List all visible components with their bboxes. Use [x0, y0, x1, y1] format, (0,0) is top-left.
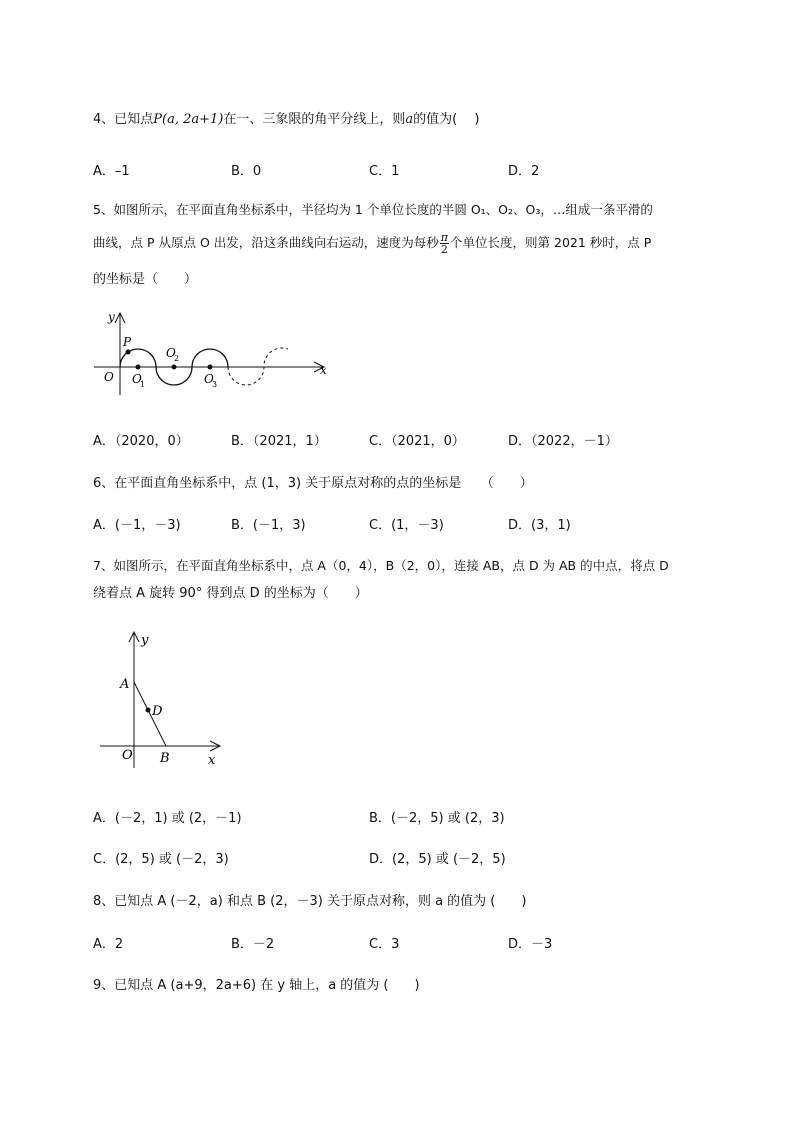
- q4-option-b: B．0: [231, 164, 262, 179]
- question-6: 6、在平面直角坐标系中，点 (1，3) 关于原点对称的点的坐标是 （ ）: [93, 476, 533, 491]
- q4-point: P(a, 2a+1): [153, 112, 224, 127]
- label-o2: O: [166, 346, 176, 360]
- q5-option-d: D．（2022，－1）: [508, 434, 618, 449]
- q4-option-a: A．–1: [93, 164, 130, 179]
- label-a: A: [120, 677, 130, 692]
- frac-denominator: 2: [440, 243, 448, 256]
- label-o3: O: [204, 372, 214, 386]
- label-b: B: [160, 751, 170, 766]
- label-d: D: [152, 704, 163, 719]
- q5-option-a: A．（2020，0）: [93, 434, 189, 449]
- question-9: 9、已知点 A (a+9，2a+6) 在 y 轴上，a 的值为 ( ): [93, 978, 420, 993]
- q5-option-b: B．（2021，1）: [231, 434, 327, 449]
- q5-line-2a: 曲线，点 P 从原点 O 出发，沿这条曲线向右运动，速度为每秒: [93, 235, 439, 250]
- label-y: y: [141, 633, 149, 648]
- q5-line-2: [93, 232, 651, 255]
- q6-option-c: C．(1，－3): [369, 518, 444, 533]
- q7-option-a: A．(－2，1) 或 (2，－1): [93, 811, 242, 826]
- q5-option-c: C．（2021，0）: [369, 434, 465, 449]
- q7-option-d: D．(2，5) 或 (－2，5): [369, 852, 506, 867]
- q4-prefix: 4、已知点: [93, 112, 154, 127]
- label-p: P: [123, 335, 132, 349]
- q7-option-b: B．(－2，5) 或 (2，3): [369, 811, 505, 826]
- q4-var: a: [405, 112, 414, 127]
- pi-over-2-fraction: [440, 232, 449, 255]
- q8-option-d: D．－3: [508, 937, 553, 952]
- q5-line-3: 的坐标是（ ）: [93, 272, 198, 287]
- q4-mid: 在一、三象限的角平分线上，则: [223, 112, 406, 127]
- q6-option-b: B．(－1，3): [231, 518, 306, 533]
- point-d: [146, 708, 151, 713]
- q7-option-c: C．(2，5) 或 (－2，3): [93, 852, 229, 867]
- q8-option-b: B．－2: [231, 937, 275, 952]
- point-o1: [136, 365, 141, 370]
- q7-line-1: 7、如图所示，在平面直角坐标系中，点 A（0，4），B（2，0），连接 AB，点 D 为 AB 的中点，将点 D: [93, 558, 669, 573]
- q5-semicircle-figure: [92, 305, 342, 400]
- q7-coordinate-figure: [96, 628, 231, 770]
- label-o1-sub: 1: [140, 380, 146, 389]
- dashed-curve-continuation: [228, 348, 288, 385]
- q6-option-a: A．(－1，－3): [93, 518, 181, 533]
- question-4: [93, 108, 479, 127]
- label-origin: O: [104, 370, 114, 384]
- q4-option-d: D．2: [508, 164, 540, 179]
- label-y: y: [108, 310, 115, 324]
- label-origin: O: [122, 748, 133, 763]
- q5-line-1: 5、如图所示，在平面直角坐标系中，半径均为 1 个单位长度的半圆 O₁、O₂、O₃，…组成一条平滑的: [93, 202, 653, 217]
- point-o2: [172, 365, 177, 370]
- question-8: 8、已知点 A (－2，a) 和点 B (2，－3) 关于原点对称，则 a 的值为 ( ): [93, 894, 527, 909]
- label-x: x: [320, 363, 327, 377]
- q4-option-c: C．1: [369, 164, 400, 179]
- label-o1: O: [132, 372, 142, 386]
- q5-line-2b: 个单位长度，则第 2021 秒时，点 P: [450, 235, 652, 250]
- label-o2-sub: 2: [174, 354, 180, 363]
- point-p: [126, 350, 131, 355]
- point-o3: [208, 365, 213, 370]
- frac-numerator: π: [440, 231, 449, 244]
- q8-option-a: A．2: [93, 937, 124, 952]
- q8-option-c: C．3: [369, 937, 400, 952]
- q4-suffix: 的值为( ): [413, 112, 480, 127]
- label-o3-sub: 3: [212, 380, 218, 389]
- q6-option-d: D．(3，1): [508, 518, 571, 533]
- q7-line-2: 绕着点 A 旋转 90° 得到点 D 的坐标为（ ）: [93, 586, 368, 601]
- label-x: x: [208, 753, 216, 768]
